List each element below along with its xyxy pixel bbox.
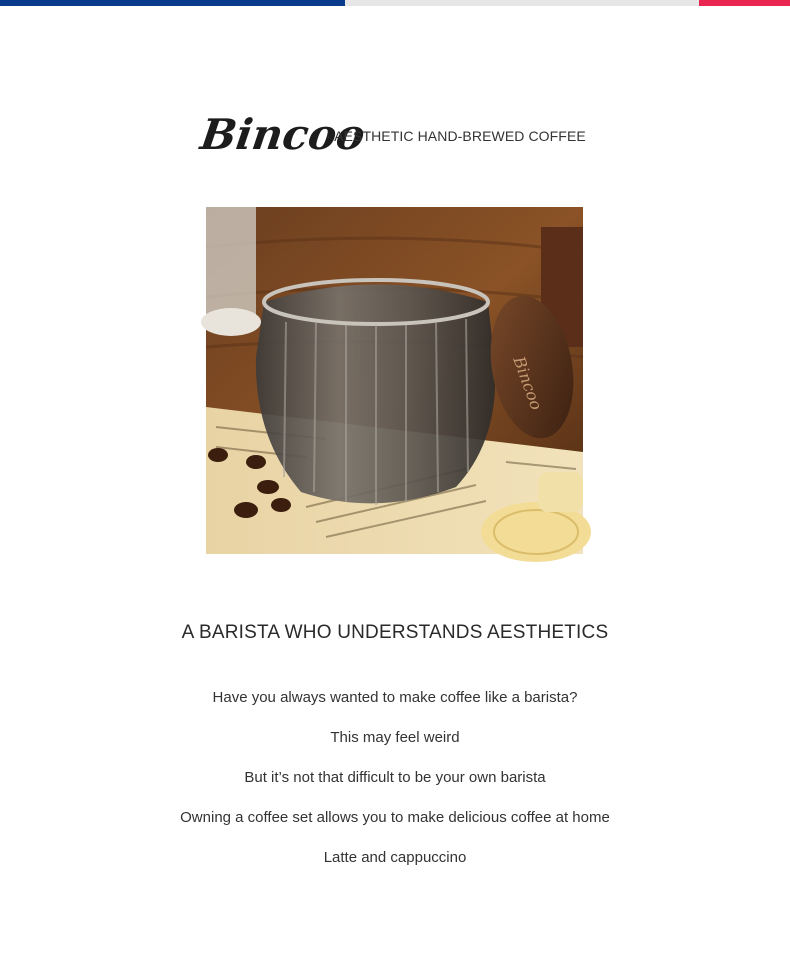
copy-line-1: Have you always wanted to make coffee like a barista? bbox=[212, 689, 578, 706]
bincoo-logo bbox=[197, 99, 369, 163]
color-bar-blue bbox=[0, 0, 345, 6]
brand-header bbox=[0, 98, 790, 164]
svg-text:Bincoo: Bincoo bbox=[197, 109, 369, 159]
color-bar-white bbox=[345, 0, 699, 6]
product-photo bbox=[206, 207, 583, 554]
copy-line-5: Latte and cappuccino bbox=[323, 849, 467, 866]
brand-tagline: · AESTHETIC HAND-BREWED COFFEE bbox=[326, 128, 586, 144]
copy-line-3: But it’s not that difficult to be your own barista bbox=[244, 769, 546, 786]
handle-stamp: Bincoo bbox=[509, 353, 547, 413]
top-color-bar bbox=[0, 0, 790, 6]
copy-line-4: Owning a coffee set allows you to make delicious coffee at home bbox=[180, 809, 610, 826]
copy-line-2: This may feel weird bbox=[330, 729, 460, 746]
color-bar-red bbox=[699, 0, 790, 6]
section-title: A BARISTA WHO UNDERSTANDS AESTHETICS bbox=[181, 622, 609, 643]
